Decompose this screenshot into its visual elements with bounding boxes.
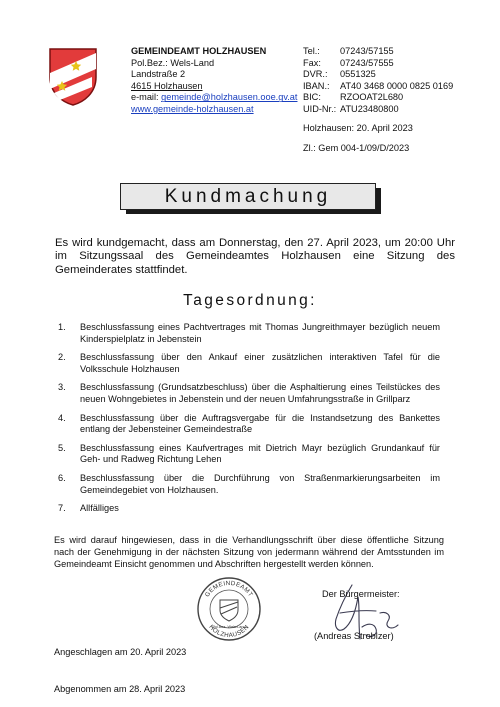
agenda-item-number: 6. — [58, 472, 66, 483]
contact-label: Fax: — [303, 57, 321, 68]
contact-label: DVR.: — [303, 69, 328, 80]
seal-text-middle: Pol.Bez. Wels-Land — [212, 625, 246, 629]
agenda-item-number: 5. — [58, 442, 66, 453]
agenda-item — [58, 352, 440, 375]
notice-paragraph: Es wird darauf hingewiesen, dass in die Verhandlungsschrift über diese öffentliche Sitzung nach der Genehmigung in der nächsten Sitzung von jedermann während der Amtsstunden im Gemeindeamt Einsicht genommen und Abschriften hergestellt werden können. — [54, 535, 444, 569]
city: 4615 Holzhausen — [131, 80, 203, 91]
street: Landstraße 2 — [131, 69, 186, 80]
agenda-item-text: Beschlussfassung über den Ankauf einer zusätzlichen interaktiven Tafel für die Volksschule Holzhausen — [80, 352, 440, 374]
agenda-item-text: Beschlussfassung über die Auftragsvergabe für die Instandsetzung des Bankettes entlang der Jebensteiner Gemeindestraße — [80, 412, 440, 435]
contact-value: 07243/57155 — [340, 46, 394, 56]
reference-number: Zl.: Gem 004-1/09/D/2023 — [303, 143, 410, 153]
agenda-item-text: Beschlussfassung eines Pachtvertrages mit Thomas Jungreithmayer bezüglich neuem Kinderspielplatz in Jebenstein — [80, 322, 440, 344]
agenda-item-text: Beschlussfassung über die Durchführung von Straßenmarkierungsarbeiten im Gemeindegebiet von Holzhausen. — [80, 472, 440, 495]
contact-label: IBAN.: — [303, 80, 330, 91]
contact-row — [303, 104, 453, 116]
contact-row — [303, 69, 453, 81]
document-date: Holzhausen: 20. April 2023 — [303, 123, 413, 133]
agenda-item — [58, 413, 440, 436]
organization-address — [131, 46, 297, 116]
agenda-item — [58, 382, 440, 405]
agenda-item-number: 3. — [58, 382, 66, 393]
agenda-item-number: 4. — [58, 412, 66, 423]
agenda-item — [58, 473, 440, 496]
seal-text-bottom: HOLZHAUSEN — [207, 623, 251, 640]
coat-of-arms-icon — [48, 47, 98, 107]
agenda-title: Tagesordnung: — [183, 292, 317, 309]
org-name: GEMEINDEAMT HOLZHAUSEN — [131, 46, 267, 56]
contact-value: RZOOAT2L680 — [340, 92, 404, 103]
agenda-item-number: 7. — [58, 503, 66, 514]
agenda-item-number: 1. — [58, 322, 66, 332]
official-seal-icon — [196, 576, 262, 642]
contact-row — [303, 81, 453, 93]
contact-label: BIC: — [303, 92, 321, 103]
document-title: Kundmachung — [120, 183, 376, 210]
district: Pol.Bez.: Wels-Land — [131, 57, 215, 68]
contact-row — [303, 92, 453, 104]
contact-details — [303, 46, 453, 116]
contact-value: 07243/57555 — [340, 57, 394, 68]
agenda-item — [58, 443, 440, 466]
contact-value: ATU23480800 — [340, 103, 399, 114]
contact-value: AT40 3468 0000 0825 0169 — [340, 80, 454, 91]
removed-date: Abgenommen am 28. April 2023 — [54, 684, 186, 694]
website-link[interactable]: www.gemeinde-holzhausen.at — [131, 103, 254, 114]
mayor-name: (Andreas Stroblzer) — [314, 631, 394, 641]
email-link[interactable]: gemeinde@holzhausen.ooe.gv.at — [161, 92, 298, 103]
agenda-list — [58, 322, 440, 515]
contact-row — [303, 46, 453, 58]
contact-row — [303, 58, 453, 70]
contact-label: UID-Nr.: — [303, 103, 337, 114]
seal-text-top: GEMEINDEAMT — [203, 579, 255, 599]
agenda-item-text: Beschlussfassung eines Kaufvertrages mit Dietrich Mayr bezüglich Grundankauf für Geh- und Radweg Richtung Lehen — [80, 442, 440, 465]
agenda-item-number: 2. — [58, 352, 66, 363]
posted-date: Angeschlagen am 20. April 2023 — [54, 647, 187, 657]
email-label: e-mail: — [131, 92, 162, 103]
agenda-item-text: Beschlussfassung (Grundsatzbeschluss) über die Asphaltierung eines Teilstückes des neuen Wohngebietes in Jebenstein und der neuen Umfahrungsstraße in Grillparz — [80, 382, 440, 404]
agenda-item — [58, 322, 440, 345]
contact-value: 0551325 — [340, 69, 376, 80]
contact-label: Tel.: — [303, 46, 320, 56]
agenda-item — [58, 503, 440, 515]
intro-paragraph: Es wird kundgemacht, dass am Donnerstag, den 27. April 2023, um 20:00 Uhr im Sitzungssaal des Gemeindeamtes Holzhausen eine Sitzung des Gemeinderates stattfindet. — [55, 237, 455, 276]
mayor-label: Der Bürgermeister: — [322, 589, 400, 599]
agenda-item-text: Allfälliges — [80, 503, 119, 514]
